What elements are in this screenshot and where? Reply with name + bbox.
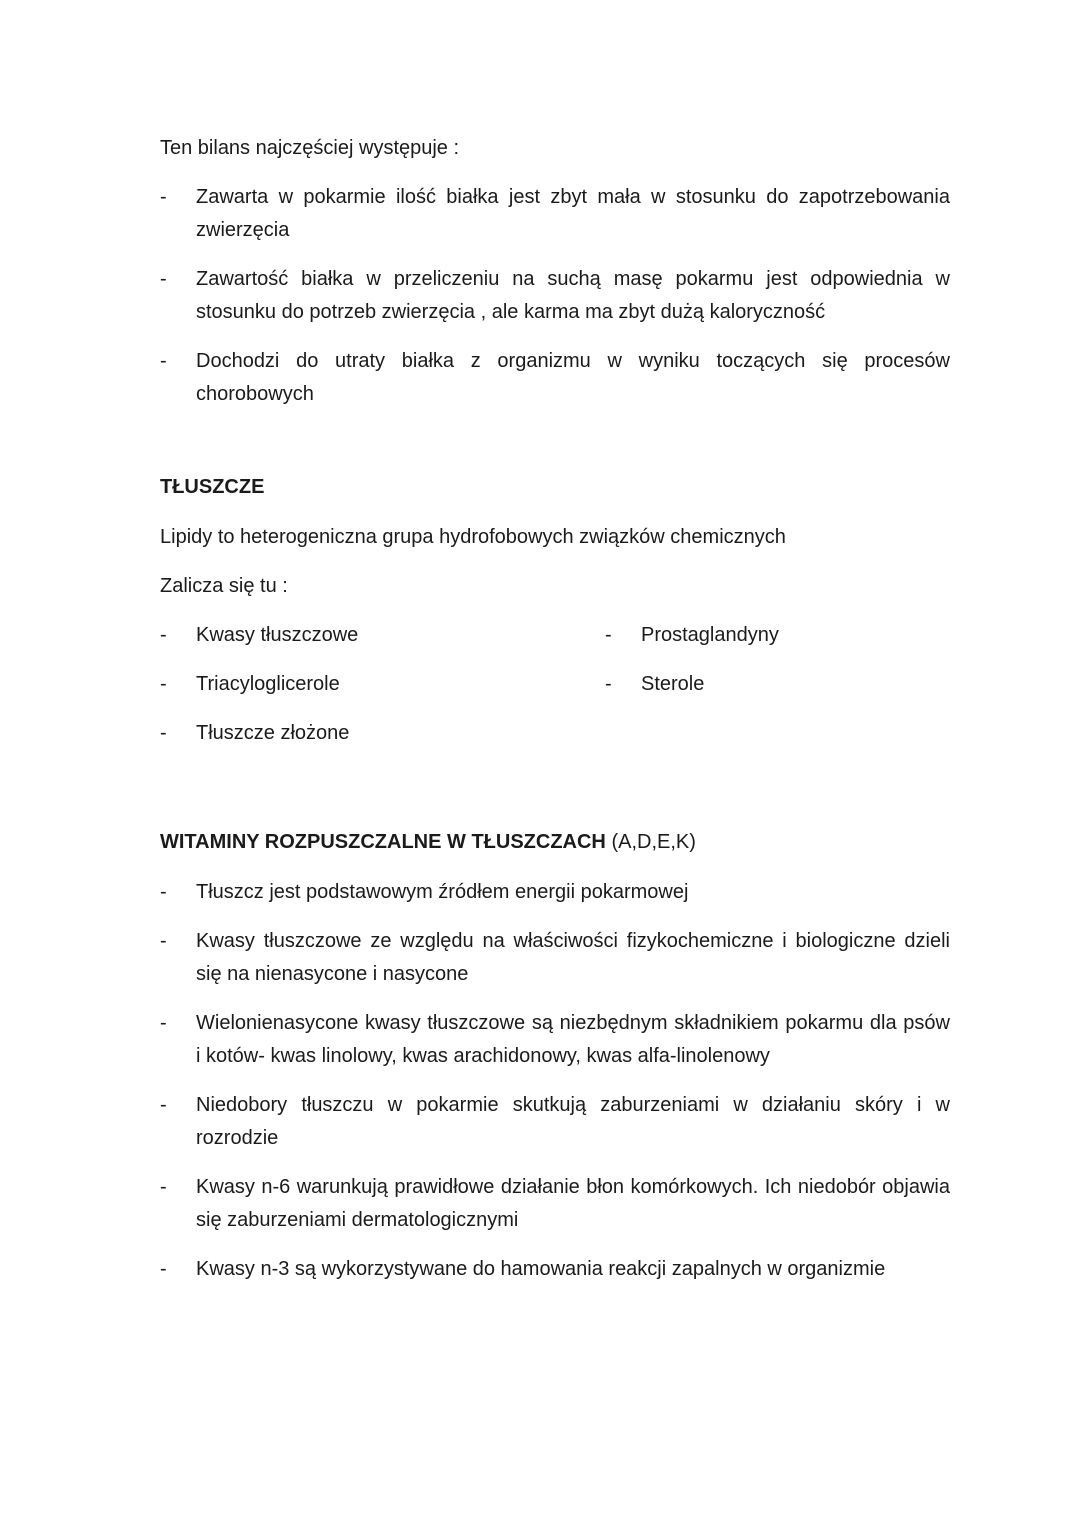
bullet-text: Niedobory tłuszczu w pokarmie skutkują zaburzeniami w działaniu skóry i w rozrodzie (196, 1094, 950, 1149)
list-item (160, 668, 605, 701)
list-item (160, 1007, 950, 1073)
bullet-text: Zawarta w pokarmie ilość białka jest zbyt mała w stosunku do zapotrzebowania zwierzęcia (196, 186, 950, 241)
bullet-dash: - (160, 722, 167, 744)
bullet-dash: - (160, 930, 167, 952)
bullet-text: Sterole (641, 673, 705, 695)
list-item (160, 876, 950, 909)
intro-line: Ten bilans najczęściej występuje : (160, 137, 460, 159)
column-left (160, 619, 605, 766)
list-item (160, 1253, 950, 1286)
bullet-dash: - (160, 1012, 167, 1034)
bullet-dash: - (160, 881, 167, 903)
list-item (160, 925, 950, 991)
bullet-dash: - (160, 624, 167, 646)
list-item (605, 668, 950, 701)
bullet-text: Prostaglandyny (641, 624, 779, 646)
bullet-text: Zawartość białka w przeliczeniu na suchą masę pokarmu jest odpowiednia w stosunku do potrzeb zwierzęcia , ale karma ma zbyt dużą kaloryczność (196, 268, 950, 323)
bullet-dash: - (160, 1176, 167, 1198)
list-item (160, 263, 950, 329)
bullet-text: Kwasy n-6 warunkują prawidłowe działanie błon komórkowych. Ich niedobór objawia się zaburzeniami dermatologicznymi (196, 1176, 950, 1231)
list-item (605, 619, 950, 652)
paragraph: Lipidy to heterogeniczna grupa hydrofobowych związków chemicznych (160, 526, 786, 548)
section-heading-witaminy (160, 826, 950, 859)
bullet-text: Dochodzi do utraty białka z organizmu w wyniku toczących się procesów chorobowych (196, 350, 950, 405)
bullet-text: Kwasy tłuszczowe (196, 624, 359, 646)
list-item (160, 1089, 950, 1155)
heading-bold-text: WITAMINY ROZPUSZCZALNE W TŁUSZCZACH (160, 831, 606, 853)
list-item (160, 1171, 950, 1237)
bullet-text: Tłuszcze złożone (196, 722, 350, 744)
list-item (160, 619, 605, 652)
column-right (605, 619, 950, 766)
paragraph: Zalicza się tu : (160, 575, 288, 597)
bullet-text: Kwasy n-3 są wykorzystywane do hamowania reakcji zapalnych w organizmie (196, 1258, 886, 1280)
bullet-dash: - (160, 1094, 167, 1116)
bullet-text: Tłuszcz jest podstawowym źródłem energii pokarmowej (196, 881, 689, 903)
bullet-dash: - (160, 350, 167, 372)
heading-normal-text: (A,D,E,K) (605, 831, 696, 853)
list-item (160, 345, 950, 411)
bullet-dash: - (160, 186, 167, 208)
bullet-dash: - (160, 268, 167, 290)
two-column-list (160, 619, 950, 766)
bullet-text: Triacyloglicerole (196, 673, 340, 695)
bullet-dash: - (605, 624, 612, 646)
list-item (160, 717, 605, 750)
section-heading-tluszcze: TŁUSZCZE (160, 476, 265, 498)
bullet-dash: - (160, 673, 167, 695)
bullet-dash: - (160, 1258, 167, 1280)
bullet-dash: - (605, 673, 612, 695)
list-item (160, 181, 950, 247)
bullet-text: Wielonienasycone kwasy tłuszczowe są niezbędnym składnikiem pokarmu dla psów i kotów- kwas linolowy, kwas arachidonowy, kwas alfa-linolenowy (196, 1012, 950, 1067)
bullet-text: Kwasy tłuszczowe ze względu na właściwości fizykochemiczne i biologiczne dzieli się na nienasycone i nasycone (196, 930, 950, 985)
